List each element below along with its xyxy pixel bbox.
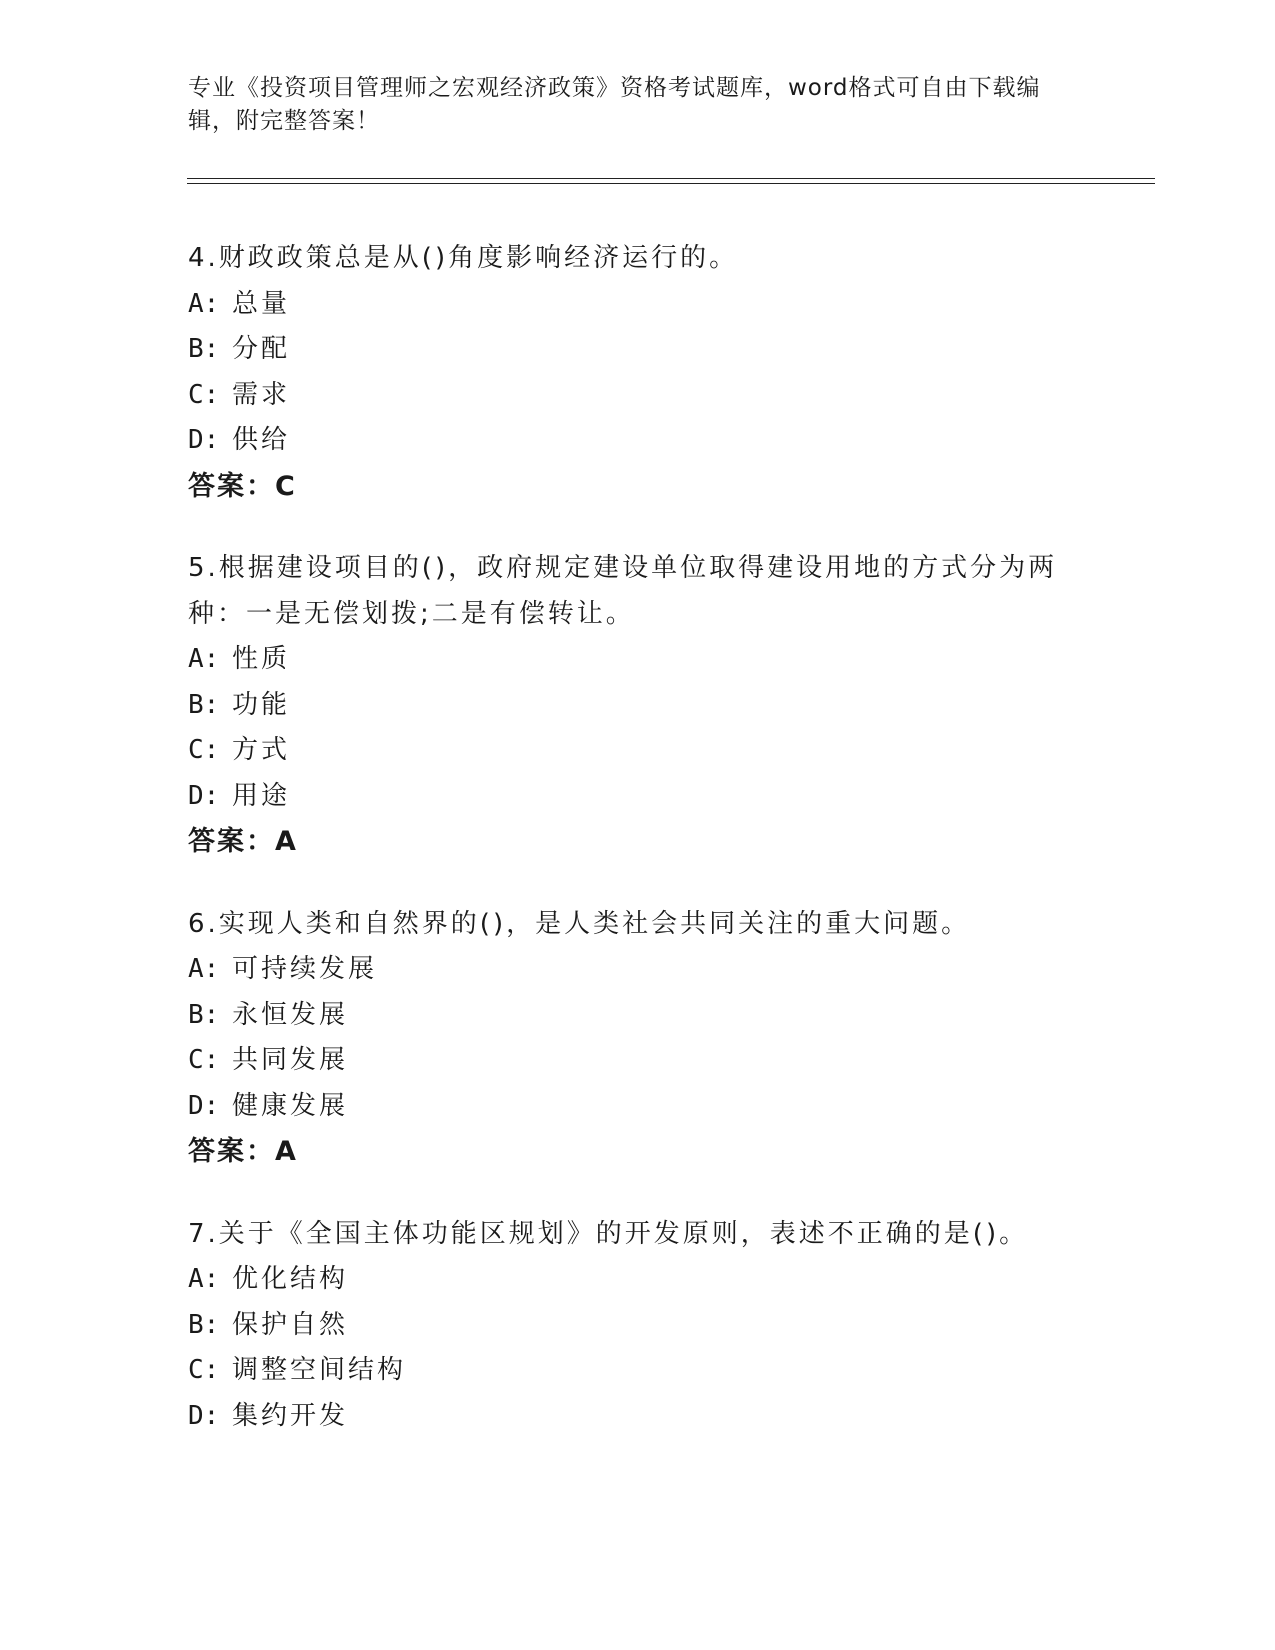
option-key: A:: [188, 1264, 220, 1294]
option-a: [188, 947, 1068, 993]
option-b: [188, 1303, 1068, 1349]
stem-line: 7.关于《全国主体功能区规划》的开发原则，表述不正确的是()。: [188, 1218, 1029, 1249]
option-d: [188, 1084, 1068, 1130]
option-c: [188, 1038, 1068, 1084]
answer-line: 答案：C: [188, 470, 297, 502]
intro-line: 辑，附完整答案！: [188, 108, 380, 134]
option-a: [188, 637, 1068, 683]
stem-line: 6.实现人类和自然界的()，是人类社会共同关注的重大问题。: [188, 908, 971, 939]
header-divider: [187, 183, 1155, 184]
option-key: D:: [188, 1090, 220, 1121]
option-key: B:: [188, 1309, 220, 1340]
question-stem: [188, 546, 1068, 637]
option-key: B:: [188, 334, 220, 364]
option-text: 调整空间结构: [232, 1355, 407, 1385]
option-d: [188, 774, 1068, 820]
option-a: [188, 282, 1068, 328]
option-key: C:: [188, 1355, 220, 1385]
option-d: [188, 418, 1068, 464]
option-d: [188, 1394, 1068, 1440]
option-key: A:: [188, 644, 220, 674]
option-text: 总量: [232, 288, 291, 319]
question-stem: [188, 1212, 1068, 1258]
option-key: C:: [188, 1045, 220, 1075]
option-key: B:: [188, 999, 220, 1030]
option-c: [188, 373, 1068, 419]
option-key: C:: [188, 735, 220, 765]
option-text: 优化结构: [232, 1264, 349, 1294]
option-text: 共同发展: [232, 1045, 349, 1075]
option-b: [188, 327, 1068, 373]
option-key: D:: [188, 780, 220, 811]
question-block: [188, 902, 1068, 1175]
option-text: 供给: [232, 425, 291, 455]
option-key: D:: [188, 1400, 220, 1431]
option-key: B:: [188, 689, 220, 720]
option-text: 健康发展: [232, 1090, 349, 1121]
question-stem: [188, 236, 1068, 282]
question-block: [188, 236, 1068, 509]
question-block: [188, 546, 1068, 865]
option-key: A:: [188, 954, 220, 984]
question-block: [188, 1212, 1068, 1440]
option-c: [188, 728, 1068, 774]
option-text: 保护自然: [232, 1309, 349, 1340]
option-text: 用途: [232, 780, 291, 811]
option-text: 性质: [232, 644, 291, 674]
option-text: 可持续发展: [232, 954, 378, 984]
stem-line: 5.根据建设项目的()，政府规定建设单位取得建设用地的方式分为两: [188, 553, 1058, 583]
option-text: 永恒发展: [232, 999, 349, 1030]
option-text: 方式: [232, 735, 291, 765]
intro-line: 专业《投资项目管理师之宏观经济政策》资格考试题库，word格式可自由下载编: [188, 75, 1041, 101]
question-stem: [188, 902, 1068, 948]
answer-line: 答案：A: [188, 826, 298, 857]
question-list: [188, 236, 1068, 1476]
option-text: 功能: [232, 689, 291, 720]
stem-line: 种：一是无偿划拨;二是有偿转让。: [188, 598, 635, 629]
stem-line: 4.财政政策总是从()角度影响经济运行的。: [188, 243, 739, 273]
option-key: A:: [188, 288, 220, 319]
option-text: 分配: [232, 334, 291, 364]
option-b: [188, 683, 1068, 729]
option-key: D:: [188, 425, 220, 455]
header-divider: [187, 178, 1155, 179]
option-text: 需求: [232, 379, 291, 410]
document-intro: [188, 72, 1068, 138]
option-text: 集约开发: [232, 1400, 349, 1431]
option-key: C:: [188, 379, 220, 410]
option-c: [188, 1348, 1068, 1394]
option-a: [188, 1257, 1068, 1303]
option-b: [188, 993, 1068, 1039]
answer-line: 答案：A: [188, 1136, 298, 1167]
